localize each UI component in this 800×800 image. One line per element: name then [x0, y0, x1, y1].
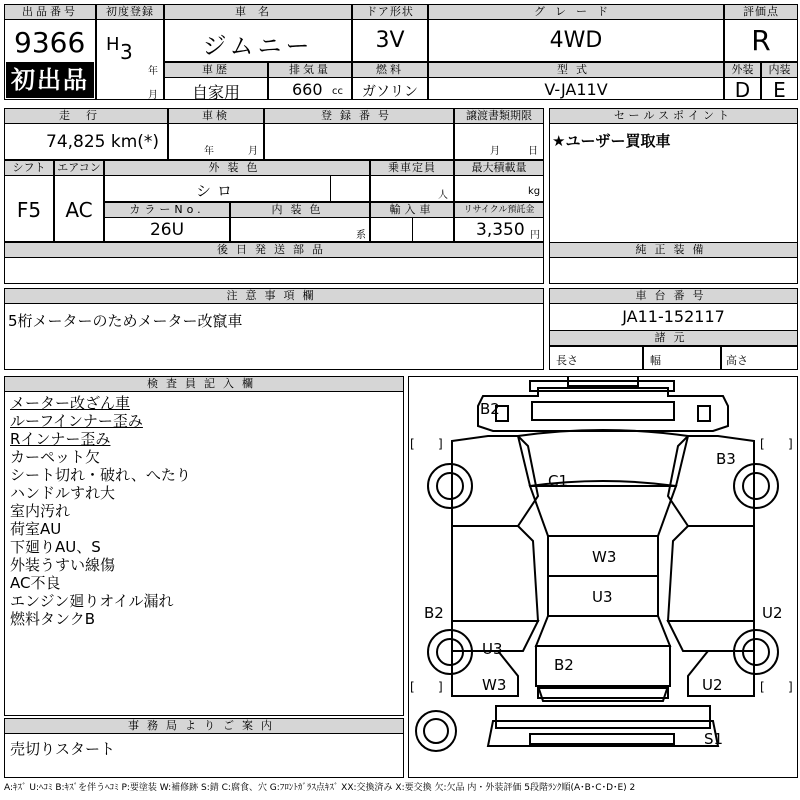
- exterior-grade: D: [734, 78, 751, 102]
- inspector-note-line: シート切れ・破れ、へたり: [10, 466, 191, 484]
- mileage-label: 走行: [4, 108, 168, 124]
- ac-label: エアコン: [54, 160, 104, 176]
- recycle-fee: 3,350: [476, 220, 525, 240]
- max-load-label: 最大積載量: [454, 160, 544, 176]
- left-side-front: [452, 436, 538, 526]
- int-color-label: 内装色: [230, 202, 370, 218]
- selling-point-label: セールスポイント: [549, 108, 798, 124]
- width-label: 幅: [650, 354, 661, 367]
- interior-grade-label: 内装: [761, 62, 798, 78]
- history-value: 自家用: [191, 83, 240, 102]
- transfer-month-unit: 月: [490, 146, 500, 157]
- height-label: 高さ: [726, 354, 748, 367]
- caution-label: 注意事項欄: [4, 288, 544, 304]
- import-divider: [412, 218, 413, 242]
- interior-grade: E: [773, 78, 786, 102]
- tire-spare: [416, 711, 456, 751]
- color-no-label: カラーNo.: [104, 202, 230, 218]
- lot-number: 9366: [14, 26, 86, 59]
- registration-year-unit: 年: [148, 66, 158, 77]
- door-label: ドア形状: [352, 4, 428, 20]
- inspection-month-unit: 月: [248, 146, 258, 157]
- mark-b2-rear: B2: [554, 656, 574, 674]
- inspector-note-line: 室内汚れ: [10, 502, 71, 520]
- mark-b2-top: B2: [480, 400, 500, 418]
- displacement-label: 排気量: [268, 62, 352, 78]
- inspector-note-line: 荷室AU: [10, 520, 62, 538]
- windshield: [530, 486, 676, 536]
- mark-u3-left: U3: [482, 640, 503, 658]
- mark-w3-roof: W3: [592, 548, 617, 566]
- inspector-note-line: エンジン廻りオイル漏れ: [10, 592, 174, 610]
- capacity-label: 乗車定員: [370, 160, 454, 176]
- mileage-value: 74,825 km(*): [46, 132, 160, 152]
- exterior-grade-label: 外装: [724, 62, 761, 78]
- transfer-day-unit: 日: [528, 146, 538, 157]
- transfer-label: 譲渡書類期限: [454, 108, 544, 124]
- inspector-note-line: 下廻りAU、S: [10, 538, 101, 556]
- reg-no-label: 登録番号: [264, 108, 454, 124]
- mark-u3-roof: U3: [592, 588, 613, 606]
- later-parts-label: 後日発送部品: [4, 242, 544, 258]
- inspector-note-line: 燃料タンクB: [10, 610, 95, 628]
- rear-top-panel: [478, 388, 728, 431]
- mark-w3-left: W3: [482, 676, 507, 694]
- registration-label: 初度登録: [96, 4, 164, 20]
- registration-month-unit: 月: [148, 90, 158, 101]
- tire-rear-right: [734, 464, 778, 508]
- svg-text:]: ]: [788, 680, 793, 694]
- svg-text:]: ]: [788, 437, 793, 451]
- registration-year: 3: [120, 40, 133, 64]
- door-type: 3V: [375, 28, 405, 53]
- svg-text:[: [: [410, 437, 415, 451]
- mark-b2-left: B2: [424, 604, 444, 622]
- model-label: 型式: [428, 62, 724, 78]
- selling-point-text: ★ユーザー買取車: [552, 132, 671, 150]
- office-text: 売切りスタート: [10, 740, 116, 758]
- car-name: ジムニー: [202, 32, 314, 60]
- inspector-notes-list: [10, 394, 400, 628]
- mark-c1: C1: [548, 472, 569, 490]
- displacement-value: 660: [292, 80, 323, 99]
- ac-value: AC: [65, 198, 93, 222]
- left-door: [452, 526, 538, 621]
- fuel-value: ガソリン: [362, 84, 418, 100]
- dimensions-label: 諸元: [549, 330, 798, 346]
- svg-text:]: ]: [438, 437, 443, 451]
- inspector-note-line: メーター改ざん車: [10, 394, 131, 412]
- car-diagram: [408, 376, 798, 778]
- rear-window-bottom: [536, 616, 670, 646]
- right-door: [668, 526, 754, 621]
- color-no-value: 26U: [149, 220, 185, 240]
- first-listing-badge: 初出品: [6, 62, 94, 98]
- inspector-note-line: カーペット欠: [10, 448, 101, 466]
- recycle-unit: 円: [530, 230, 540, 241]
- genuine-equip-label: 純正装備: [549, 242, 798, 258]
- office-label: 事務局よりご案内: [4, 718, 404, 734]
- mark-s1: S1: [704, 730, 724, 748]
- length-label: 長さ: [556, 354, 578, 367]
- tire-rear-left: [428, 464, 472, 508]
- mark-b3: B3: [716, 450, 736, 468]
- mark-u2-right: U2: [762, 604, 783, 622]
- lot-label: 出品番号: [4, 4, 96, 20]
- front-bar-bottom: [530, 734, 674, 744]
- chassis-number: JA11-152117: [622, 307, 725, 326]
- right-side-front: [668, 436, 754, 526]
- model-value: V-JA11V: [544, 80, 608, 99]
- svg-text:]: ]: [438, 680, 443, 694]
- legend-footer: A:ｷｽﾞ U:ﾍｺﾐ B:ｷｽﾞを伴うﾍｺﾐ P:要塗装 W:補修跡 S:錆 C:腐食、穴 G:ﾌﾛﾝﾄｶﾞﾗｽ点ｷｽﾞ XX:交換済み X:要交換 欠:欠品 内・外装評価 5段階ﾗﾝｸ順(A･B･C･D･E) 2: [4, 783, 636, 793]
- inspector-note-line: ルーフインナー歪み: [10, 412, 143, 430]
- grade-value: 4WD: [549, 28, 603, 53]
- svg-text:[: [: [410, 680, 415, 694]
- inspector-note-line: AC不良: [10, 574, 61, 592]
- displacement-unit: cc: [332, 86, 343, 97]
- int-color-unit: 系: [356, 230, 366, 241]
- rear-window: [532, 402, 674, 420]
- max-load-unit: kg: [528, 186, 541, 197]
- inspection-label: 車検: [168, 108, 264, 124]
- hood: [518, 430, 688, 486]
- svg-text:[: [: [760, 437, 765, 451]
- ext-color-label: 外装色: [104, 160, 370, 176]
- fuel-label: 燃料: [352, 62, 428, 78]
- svg-text:[: [: [760, 680, 765, 694]
- shift-value: F5: [16, 198, 42, 222]
- inspector-note-line: 外装うすい線傷: [10, 556, 116, 574]
- inspector-note-line: Rインナー歪み: [10, 430, 111, 448]
- inspection-year-unit: 年: [204, 146, 214, 157]
- shift-label: シフト: [4, 160, 54, 176]
- registration-era: H: [106, 34, 120, 55]
- inspector-note-line: ハンドルすれ大: [10, 484, 116, 502]
- ext-color-divider: [330, 176, 331, 202]
- car-name-label: 車名: [164, 4, 352, 20]
- chassis-label: 車台番号: [549, 288, 798, 304]
- mark-u2-rear: U2: [702, 676, 723, 694]
- history-label: 車歴: [164, 62, 268, 78]
- caution-text: 5桁メーターのためメーター改竄車: [8, 312, 243, 330]
- rear-bumper: [496, 706, 710, 728]
- capacity-unit: 人: [438, 190, 448, 201]
- score-label: 評価点: [724, 4, 798, 20]
- import-label: 輸入車: [370, 202, 454, 218]
- grade-label: グレード: [428, 4, 724, 20]
- ext-color-value: シロ: [195, 182, 238, 200]
- inspector-label: 検査員記入欄: [4, 376, 404, 392]
- score-value: R: [751, 24, 771, 57]
- recycle-label: リサイクル預託金: [454, 202, 544, 218]
